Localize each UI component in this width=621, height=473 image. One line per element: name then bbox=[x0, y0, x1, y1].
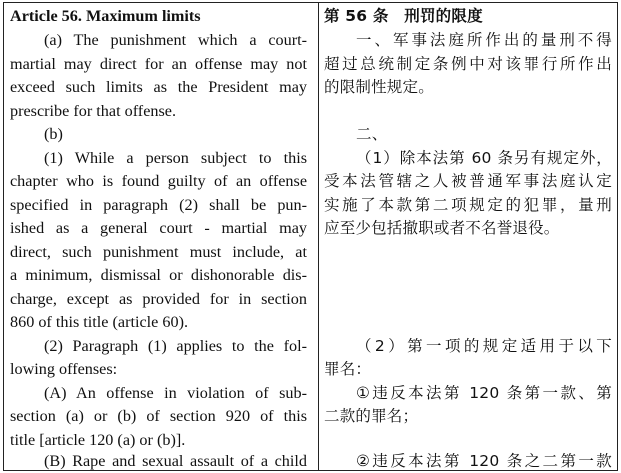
text-line: 应至少包括撤职或者不名誉退役。 bbox=[324, 219, 560, 237]
text-line: ②违反本法第 120 条之二第一款 bbox=[356, 452, 612, 470]
text-line: (1) While a person subject to this bbox=[44, 149, 307, 167]
text-line: exceed such limits as the President may bbox=[10, 78, 307, 96]
text-line: （1）除本法第 60 条另有规定外， bbox=[356, 149, 612, 167]
text-line: (b) bbox=[44, 125, 63, 143]
text-line: (a) The punishment which a court- bbox=[44, 31, 307, 49]
text-line: ished as a general court - martial may bbox=[10, 219, 307, 237]
text-line: martial may direct for an offense may not bbox=[10, 55, 307, 73]
text-line: 实施了本款第二项规定的犯罪，量刑 bbox=[324, 196, 612, 214]
text-line: lowing offenses: bbox=[10, 360, 118, 378]
text-line: prescribe for that offense. bbox=[10, 102, 177, 120]
text-line: chapter who is found guilty of an offense bbox=[10, 172, 307, 190]
text-line: (A) An offense in violation of sub- bbox=[44, 384, 307, 402]
text-line: 一、军事法庭所作出的量刑不得 bbox=[356, 31, 612, 49]
text-line: charge, except as provided for in section bbox=[10, 290, 307, 308]
text-line: 二款的罪名； bbox=[324, 407, 419, 425]
text-line: 860 of this title (article 60). bbox=[10, 313, 189, 331]
text-line: section (a) or (b) of section 920 of this bbox=[10, 407, 307, 425]
text-line: direct, such punishment must include, at bbox=[10, 243, 307, 261]
text-line: 超过总统制定条例中对该罪行所作出 bbox=[324, 55, 612, 73]
text-line: 罪名： bbox=[324, 360, 372, 378]
text-line: title [article 120 (a) or (b)]. bbox=[10, 431, 186, 449]
text-line: a minimum, dismissal or dishonorable dis- bbox=[10, 266, 307, 284]
article-heading-en: Article 56. Maximum limits bbox=[10, 7, 201, 25]
article-heading-zh: 第 56 条 刑罚的限度 bbox=[324, 7, 483, 25]
text-line: (B) Rape and sexual assault of a child bbox=[44, 452, 307, 470]
text-line: 受本法管辖之人被普通军事法庭认定 bbox=[324, 172, 612, 190]
text-line: 的限制性规定。 bbox=[324, 78, 434, 96]
text-line: specified in paragraph (2) shall be pun- bbox=[10, 196, 307, 214]
text-line: ①违反本法第 120 条第一款、第 bbox=[356, 384, 612, 402]
column-divider bbox=[318, 3, 319, 470]
text-line: （2）第一项的规定适用于以下 bbox=[356, 337, 612, 355]
text-line: (2) Paragraph (1) applies to the fol- bbox=[44, 337, 307, 355]
text-line: 二、 bbox=[356, 125, 388, 143]
